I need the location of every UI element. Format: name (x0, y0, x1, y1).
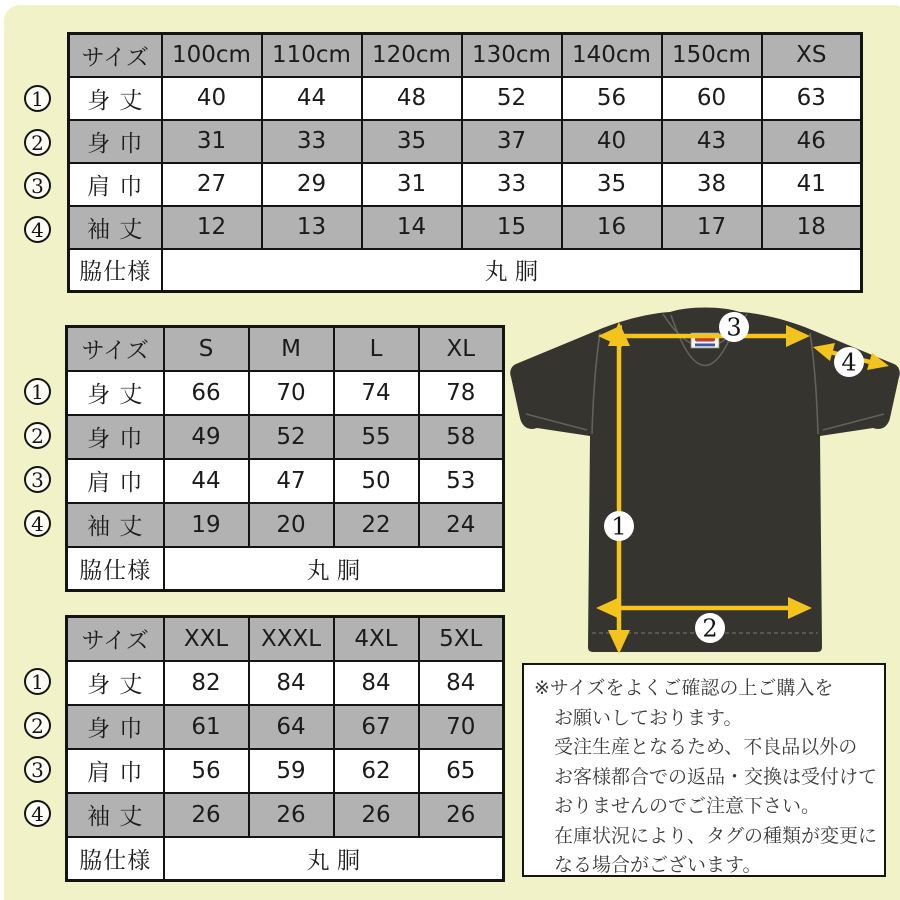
value-cell: 64 (249, 705, 334, 749)
table-row (69, 120, 862, 163)
header-cell: 4XL (334, 617, 419, 661)
table-row (69, 163, 862, 206)
value-cell: 18 (762, 206, 862, 249)
size-table-plus (65, 615, 505, 882)
footer-value: 丸 胴 (162, 249, 862, 292)
circled-number-2: 2 (24, 422, 51, 449)
row-label: 袖 丈 (67, 503, 164, 547)
value-cell: 26 (419, 793, 504, 837)
header-cell: XS (762, 34, 862, 77)
header-cell: サイズ (69, 34, 162, 77)
size-table-kids (67, 32, 863, 293)
row-label: 袖 丈 (69, 206, 162, 249)
header-cell: XXXL (249, 617, 334, 661)
header-cell: 140cm (562, 34, 662, 77)
header-cell: S (164, 327, 249, 371)
value-cell: 20 (249, 503, 334, 547)
circled-number-1: 1 (24, 378, 51, 405)
value-cell: 78 (419, 371, 504, 415)
notice-line: おりませんのでご注意下さい。 (554, 795, 821, 817)
value-cell: 84 (334, 661, 419, 705)
table-row (67, 793, 504, 837)
value-cell: 59 (249, 749, 334, 793)
value-cell: 35 (562, 163, 662, 206)
header-cell: 130cm (462, 34, 562, 77)
value-cell: 61 (164, 705, 249, 749)
value-cell: 52 (462, 77, 562, 120)
value-cell: 56 (164, 749, 249, 793)
table-row (67, 415, 504, 459)
value-cell: 19 (164, 503, 249, 547)
header-cell: 5XL (419, 617, 504, 661)
value-cell: 22 (334, 503, 419, 547)
table-row (69, 206, 862, 249)
circled-number-3: 3 (24, 466, 51, 493)
header-cell: 120cm (362, 34, 462, 77)
diagram-number-3: 3 (726, 313, 742, 342)
value-cell: 37 (462, 120, 562, 163)
notice-line: 受注生産となるため、不良品以外の (554, 736, 858, 758)
value-cell: 26 (164, 793, 249, 837)
diagram-number-1: 1 (611, 512, 627, 541)
value-cell: 12 (162, 206, 262, 249)
notice-line: なる場合がございます。 (554, 854, 762, 876)
notice-line: お願いしております。 (554, 706, 743, 729)
table-row (67, 749, 504, 793)
value-cell: 56 (562, 77, 662, 120)
row-label: 身 丈 (67, 661, 164, 705)
circled-number-4: 4 (24, 800, 51, 827)
table-row (67, 705, 504, 749)
circled-number-3: 3 (24, 172, 51, 199)
header-cell: XXL (164, 617, 249, 661)
circled-number-4: 4 (24, 510, 51, 537)
table-row (69, 77, 862, 120)
value-cell: 84 (419, 661, 504, 705)
row-label: 肩 巾 (69, 163, 162, 206)
row-label: 身 丈 (69, 77, 162, 120)
value-cell: 26 (249, 793, 334, 837)
value-cell: 38 (662, 163, 762, 206)
header-cell: M (249, 327, 334, 371)
footer-label: 脇仕様 (67, 837, 164, 881)
value-cell: 40 (162, 77, 262, 120)
header-cell: サイズ (67, 617, 164, 661)
size-table-adult (65, 325, 505, 592)
footer-label: 脇仕様 (67, 547, 164, 591)
table-header-row (67, 617, 504, 661)
table-footer-row (67, 837, 504, 881)
value-cell: 31 (162, 120, 262, 163)
table-row (67, 459, 504, 503)
header-cell: XL (419, 327, 504, 371)
value-cell: 47 (249, 459, 334, 503)
row-label: 身 巾 (67, 705, 164, 749)
value-cell: 41 (762, 163, 862, 206)
footer-value: 丸 胴 (164, 837, 504, 881)
footer-label: 脇仕様 (69, 249, 162, 292)
value-cell: 50 (334, 459, 419, 503)
header-cell: 150cm (662, 34, 762, 77)
value-cell: 29 (262, 163, 362, 206)
purchase-notice-box (522, 663, 886, 877)
row-label: 身 丈 (67, 371, 164, 415)
circled-number-4: 4 (24, 216, 51, 243)
circled-number-2: 2 (24, 129, 51, 156)
value-cell: 43 (662, 120, 762, 163)
value-cell: 82 (164, 661, 249, 705)
value-cell: 40 (562, 120, 662, 163)
row-label: 肩 巾 (67, 749, 164, 793)
value-cell: 63 (762, 77, 862, 120)
diagram-number-2: 2 (702, 614, 718, 643)
table-row (67, 503, 504, 547)
value-cell: 65 (419, 749, 504, 793)
row-label: 肩 巾 (67, 459, 164, 503)
value-cell: 84 (249, 661, 334, 705)
value-cell: 53 (419, 459, 504, 503)
diagram-number-4: 4 (841, 348, 857, 377)
header-cell: 100cm (162, 34, 262, 77)
value-cell: 31 (362, 163, 462, 206)
circled-number-2: 2 (24, 712, 51, 739)
tshirt-measure-diagram (500, 300, 900, 660)
value-cell: 24 (419, 503, 504, 547)
value-cell: 62 (334, 749, 419, 793)
circled-number-3: 3 (24, 756, 51, 783)
value-cell: 14 (362, 206, 462, 249)
value-cell: 55 (334, 415, 419, 459)
value-cell: 74 (334, 371, 419, 415)
table-row (67, 661, 504, 705)
circled-number-1: 1 (24, 668, 51, 695)
value-cell: 44 (262, 77, 362, 120)
notice-line: 在庫状況により、タグの種類が変更に (554, 824, 878, 847)
circled-number-1: 1 (24, 85, 51, 112)
table-footer-row (67, 547, 504, 591)
value-cell: 26 (334, 793, 419, 837)
value-cell: 70 (419, 705, 504, 749)
value-cell: 46 (762, 120, 862, 163)
table-footer-row (69, 249, 862, 292)
value-cell: 67 (334, 705, 419, 749)
notice-line: ※サイズをよくご確認の上ご購入を (534, 677, 834, 699)
value-cell: 27 (162, 163, 262, 206)
value-cell: 15 (462, 206, 562, 249)
value-cell: 44 (164, 459, 249, 503)
value-cell: 58 (419, 415, 504, 459)
value-cell: 52 (249, 415, 334, 459)
value-cell: 33 (262, 120, 362, 163)
value-cell: 70 (249, 371, 334, 415)
value-cell: 17 (662, 206, 762, 249)
value-cell: 33 (462, 163, 562, 206)
header-cell: サイズ (67, 327, 164, 371)
row-label: 身 巾 (69, 120, 162, 163)
table-header-row (69, 34, 862, 77)
row-label: 袖 丈 (67, 793, 164, 837)
footer-value: 丸 胴 (164, 547, 504, 591)
value-cell: 66 (164, 371, 249, 415)
row-label: 身 巾 (67, 415, 164, 459)
table-header-row (67, 327, 504, 371)
value-cell: 48 (362, 77, 462, 120)
header-cell: L (334, 327, 419, 371)
notice-line: お客様都合での返品・交換は受付けて (554, 765, 878, 788)
value-cell: 16 (562, 206, 662, 249)
value-cell: 35 (362, 120, 462, 163)
table-row (67, 371, 504, 415)
header-cell: 110cm (262, 34, 362, 77)
value-cell: 13 (262, 206, 362, 249)
value-cell: 49 (164, 415, 249, 459)
value-cell: 60 (662, 77, 762, 120)
